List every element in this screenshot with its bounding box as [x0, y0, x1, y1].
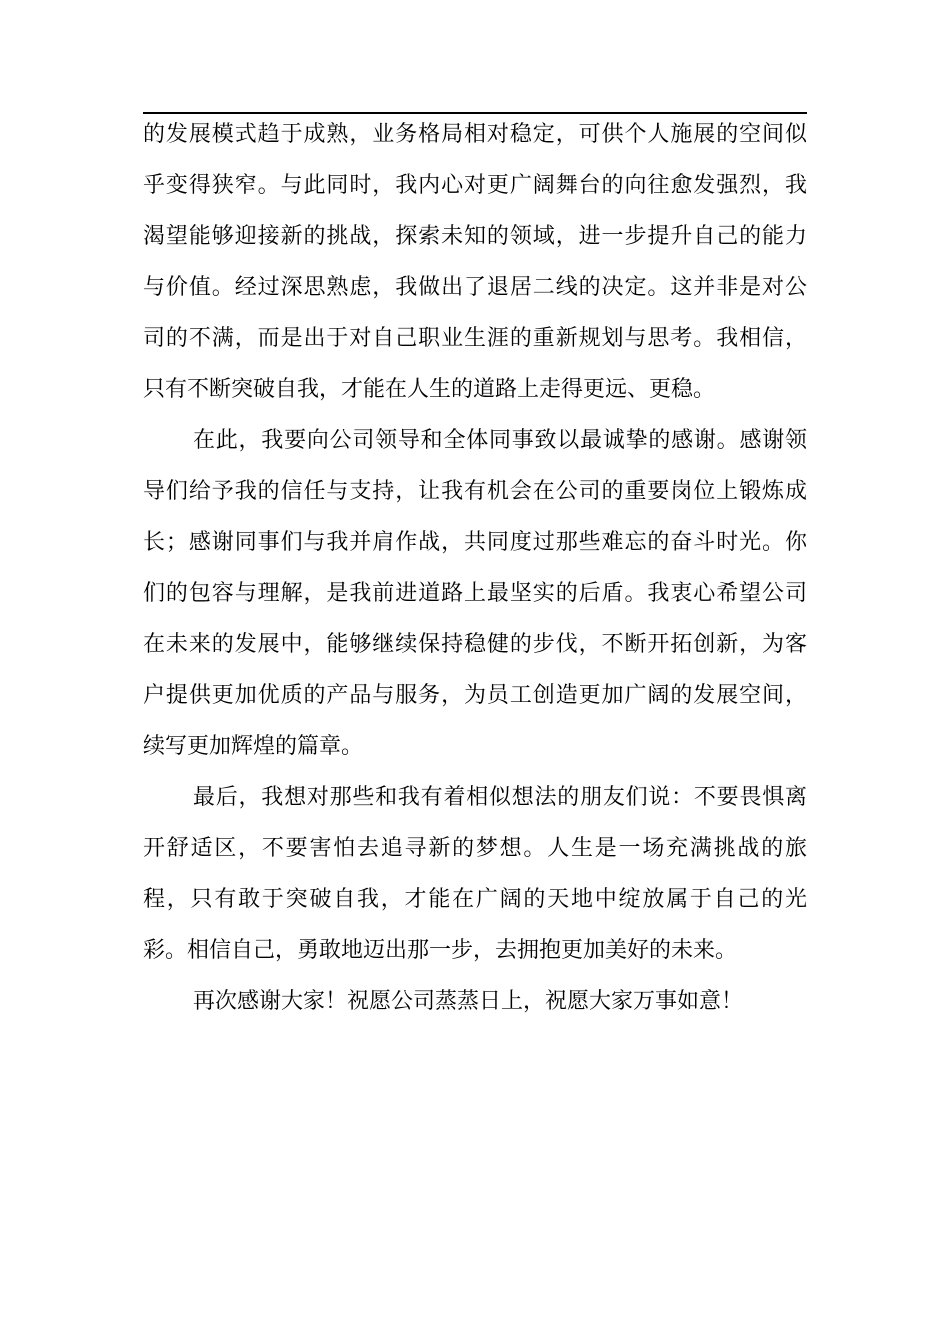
- text-line: 在未来的发展中，能够继续保持稳健的步伐，不断开拓创新，为客: [143, 631, 807, 656]
- text-line: 乎变得狭窄。与此同时，我内心对更广阔舞台的向往愈发强烈，我: [143, 172, 807, 197]
- text-line: 长；感谢同事们与我并肩作战，共同度过那些难忘的奋斗时光。你: [143, 529, 807, 554]
- text-line: 最后，我想对那些和我有着相似想法的朋友们说：不要畏惧离: [193, 784, 807, 809]
- text-line: 户提供更加优质的产品与服务，为员工创造更加广阔的发展空间，: [143, 682, 807, 707]
- text-line: 的发展模式趋于成熟，业务格局相对稳定，可供个人施展的空间似: [143, 121, 807, 146]
- text-line: 开舒适区，不要害怕去追寻新的梦想。人生是一场充满挑战的旅: [143, 835, 807, 860]
- text-line: 只有不断突破自我，才能在人生的道路上走得更远、更稳。: [143, 376, 716, 401]
- text-line: 司的不满，而是出于对自己职业生涯的重新规划与思考。我相信，: [143, 325, 807, 350]
- document-body: [143, 108, 807, 1026]
- text-line: 渴望能够迎接新的挑战，探索未知的领域，进一步提升自己的能力: [143, 223, 807, 248]
- text-line: 导们给予我的信任与支持，让我有机会在公司的重要岗位上锻炼成: [143, 478, 807, 503]
- text-line: 程，只有敢于突破自我，才能在广阔的天地中绽放属于自己的光: [143, 886, 807, 911]
- text-line: 彩。相信自己，勇敢地迈出那一步，去拥抱更加美好的未来。: [143, 937, 738, 962]
- text-line: 续写更加辉煌的篇章。: [143, 733, 364, 758]
- text-line: 与价值。经过深思熟虑，我做出了退居二线的决定。这并非是对公: [143, 274, 807, 299]
- text-line: 们的包容与理解，是我前进道路上最坚实的后盾。我衷心希望公司: [143, 580, 807, 605]
- text-line: 再次感谢大家！祝愿公司蒸蒸日上，祝愿大家万事如意！: [193, 988, 744, 1013]
- text-line: 在此，我要向公司领导和全体同事致以最诚挚的感谢。感谢领: [193, 427, 807, 452]
